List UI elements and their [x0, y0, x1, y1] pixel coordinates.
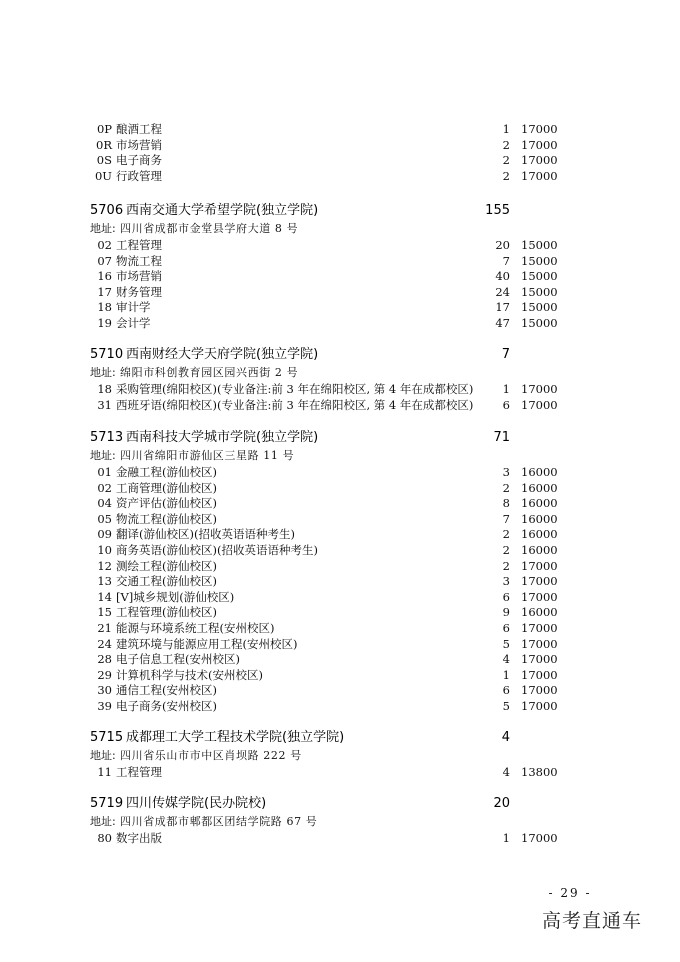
address-text: 四川省成都市郫都区团结学院路 67 号 — [120, 815, 318, 828]
school-total: 71 — [493, 430, 510, 445]
enroll-count: 2 — [502, 481, 510, 495]
major-name: 财务管理 — [116, 285, 162, 299]
major-row — [0, 480, 680, 496]
major-code: 14 — [97, 590, 112, 604]
tuition-fee: 16000 — [521, 527, 558, 541]
major-row — [0, 268, 680, 284]
major-code: 01 — [97, 465, 112, 479]
tuition-fee: 17000 — [521, 574, 558, 588]
major-code: 39 — [97, 699, 112, 713]
tuition-fee: 17000 — [521, 138, 558, 152]
tuition-fee: 17000 — [521, 668, 558, 682]
major-row — [0, 573, 680, 589]
major-code: 10 — [97, 543, 112, 557]
school-address — [0, 748, 680, 764]
major-name: 交通工程(游仙校区) — [116, 574, 217, 588]
major-code: 04 — [97, 496, 112, 510]
enroll-count: 20 — [495, 238, 510, 252]
major-name: 测绘工程(游仙校区) — [116, 559, 217, 573]
major-code: 31 — [97, 398, 112, 412]
major-row — [0, 620, 680, 636]
address-text: 四川省成都市金堂县学府大道 8 号 — [120, 222, 299, 235]
major-code: 02 — [97, 238, 112, 252]
enroll-count: 2 — [502, 169, 510, 183]
major-name: 采购管理(绵阳校区)(专业备注:前 3 年在绵阳校区, 第 4 年在成都校区) — [116, 382, 474, 396]
tuition-fee: 15000 — [521, 269, 558, 283]
tuition-fee: 16000 — [521, 543, 558, 557]
address-label: 地址: — [90, 815, 116, 828]
major-code: 13 — [97, 574, 112, 588]
major-row — [0, 682, 680, 698]
enroll-count: 4 — [502, 765, 510, 779]
school-name: 四川传媒学院(民办院校) — [126, 796, 267, 811]
enroll-count: 5 — [502, 637, 510, 651]
enroll-count: 2 — [502, 543, 510, 557]
enroll-count: 1 — [502, 122, 510, 136]
major-code: 21 — [97, 621, 112, 635]
major-row — [0, 589, 680, 605]
school-code: 5719 — [90, 796, 124, 811]
major-code: 11 — [97, 765, 112, 779]
major-row — [0, 121, 680, 137]
major-name: 工程管理 — [116, 765, 162, 779]
major-name: 能源与环境系统工程(安州校区) — [116, 621, 275, 635]
tuition-fee: 17000 — [521, 122, 558, 136]
major-row — [0, 137, 680, 153]
tuition-fee: 17000 — [521, 652, 558, 666]
address-text: 四川省乐山市市中区肖坝路 222 号 — [120, 749, 302, 762]
major-name: 物流工程(游仙校区) — [116, 512, 217, 526]
major-name: 西班牙语(绵阳校区)(专业备注:前 3 年在绵阳校区, 第 4 年在成都校区) — [116, 398, 474, 412]
major-name: 电子信息工程(安州校区) — [116, 652, 240, 666]
tuition-fee: 16000 — [521, 512, 558, 526]
school-total: 7 — [501, 347, 510, 362]
major-name: 电子商务 — [116, 153, 162, 167]
enroll-count: 6 — [502, 621, 510, 635]
major-row — [0, 397, 680, 413]
tuition-fee: 15000 — [521, 254, 558, 268]
tuition-fee: 17000 — [521, 590, 558, 604]
enroll-count: 1 — [502, 382, 510, 396]
major-row — [0, 284, 680, 300]
tuition-fee: 16000 — [521, 465, 558, 479]
school-total: 20 — [493, 796, 510, 811]
major-name: 数字出版 — [116, 831, 162, 845]
enroll-count: 2 — [502, 138, 510, 152]
major-row — [0, 299, 680, 315]
major-code: 17 — [97, 285, 112, 299]
major-name: 工商管理(游仙校区) — [116, 481, 217, 495]
major-name: 市场营销 — [116, 138, 162, 152]
tuition-fee: 15000 — [521, 316, 558, 330]
major-name: 市场营销 — [116, 269, 162, 283]
major-code: 09 — [97, 527, 112, 541]
major-row — [0, 698, 680, 714]
major-row — [0, 237, 680, 253]
major-row — [0, 764, 680, 780]
school-code: 5713 — [90, 430, 124, 445]
major-code: 19 — [97, 316, 112, 330]
school-address — [0, 221, 680, 237]
enroll-count: 6 — [502, 590, 510, 604]
tuition-fee: 17000 — [521, 153, 558, 167]
address-label: 地址: — [90, 449, 116, 462]
major-name: 工程管理(游仙校区) — [116, 605, 217, 619]
school-address — [0, 365, 680, 381]
school-code: 5715 — [90, 730, 124, 745]
tuition-fee: 17000 — [521, 398, 558, 412]
major-row — [0, 558, 680, 574]
enroll-count: 8 — [502, 496, 510, 510]
enroll-count: 6 — [502, 398, 510, 412]
major-row — [0, 152, 680, 168]
major-row — [0, 511, 680, 527]
major-code: 0S — [96, 153, 112, 167]
major-row — [0, 315, 680, 331]
tuition-fee: 17000 — [521, 683, 558, 697]
major-name: 会计学 — [116, 316, 151, 330]
tuition-fee: 13800 — [521, 765, 558, 779]
major-code: 02 — [97, 481, 112, 495]
school-total: 4 — [501, 730, 510, 745]
major-code: 18 — [97, 382, 112, 396]
school-code: 5710 — [90, 347, 124, 362]
major-code: 24 — [97, 637, 112, 651]
address-label: 地址: — [90, 366, 116, 379]
school-header — [0, 428, 680, 448]
major-row — [0, 381, 680, 397]
enroll-count: 6 — [502, 683, 510, 697]
major-name: 建筑环境与能源应用工程(安州校区) — [116, 637, 298, 651]
enroll-count: 3 — [502, 574, 510, 588]
school-header — [0, 728, 680, 748]
major-code: 0R — [96, 138, 112, 152]
major-row — [0, 495, 680, 511]
major-name: 翻译(游仙校区)(招收英语语种考生) — [116, 527, 295, 541]
enroll-count: 2 — [502, 559, 510, 573]
major-row — [0, 636, 680, 652]
enroll-count: 4 — [502, 652, 510, 666]
enroll-count: 5 — [502, 699, 510, 713]
address-text: 四川省绵阳市游仙区三星路 11 号 — [120, 449, 295, 462]
tuition-fee: 15000 — [521, 300, 558, 314]
tuition-fee: 17000 — [521, 831, 558, 845]
major-name: [V]城乡规划(游仙校区) — [116, 590, 235, 604]
tuition-fee: 17000 — [521, 621, 558, 635]
enroll-count: 7 — [502, 512, 510, 526]
major-name: 金融工程(游仙校区) — [116, 465, 217, 479]
school-header — [0, 794, 680, 814]
address-text: 绵阳市科创教育园区园兴西街 2 号 — [120, 366, 299, 379]
enroll-count: 1 — [502, 831, 510, 845]
tuition-fee: 17000 — [521, 637, 558, 651]
major-row — [0, 542, 680, 558]
enroll-count: 40 — [495, 269, 510, 283]
major-code: 0U — [94, 169, 112, 183]
tuition-fee: 17000 — [521, 559, 558, 573]
tuition-fee: 17000 — [521, 169, 558, 183]
enroll-count: 17 — [495, 300, 510, 314]
school-header — [0, 345, 680, 365]
enroll-count: 2 — [502, 527, 510, 541]
major-name: 酿酒工程 — [116, 122, 162, 136]
tuition-fee: 16000 — [521, 481, 558, 495]
major-code: 12 — [97, 559, 112, 573]
page-number: - 29 - — [548, 886, 592, 900]
major-code: 80 — [97, 831, 112, 845]
major-name: 工程管理 — [116, 238, 162, 252]
enroll-count: 1 — [502, 668, 510, 682]
enroll-count: 47 — [495, 316, 510, 330]
watermark-text: 高考直通车 — [542, 910, 643, 932]
address-label: 地址: — [90, 749, 116, 762]
major-name: 通信工程(安州校区) — [116, 683, 217, 697]
major-name: 行政管理 — [116, 169, 162, 183]
tuition-fee: 15000 — [521, 238, 558, 252]
tuition-fee: 16000 — [521, 496, 558, 510]
school-name: 成都理工大学工程技术学院(独立学院) — [126, 730, 345, 745]
major-row — [0, 667, 680, 683]
major-name: 资产评估(游仙校区) — [116, 496, 217, 510]
school-total: 155 — [485, 203, 510, 218]
tuition-fee: 16000 — [521, 605, 558, 619]
major-row — [0, 253, 680, 269]
school-address — [0, 448, 680, 464]
tuition-fee: 15000 — [521, 285, 558, 299]
enroll-count: 24 — [495, 285, 510, 299]
major-row — [0, 526, 680, 542]
major-name: 电子商务(安州校区) — [116, 699, 217, 713]
enroll-count: 7 — [502, 254, 510, 268]
major-row — [0, 464, 680, 480]
major-name: 商务英语(游仙校区)(招收英语语种考生) — [116, 543, 318, 557]
major-code: 28 — [97, 652, 112, 666]
major-code: 07 — [97, 254, 112, 268]
major-row — [0, 604, 680, 620]
major-code: 18 — [97, 300, 112, 314]
major-name: 审计学 — [116, 300, 151, 314]
major-code: 30 — [97, 683, 112, 697]
major-code: 16 — [97, 269, 112, 283]
enroll-count: 9 — [502, 605, 510, 619]
major-code: 0P — [96, 122, 112, 136]
enroll-count: 2 — [502, 153, 510, 167]
tuition-fee: 17000 — [521, 382, 558, 396]
major-code: 05 — [97, 512, 112, 526]
address-label: 地址: — [90, 222, 116, 235]
major-code: 15 — [97, 605, 112, 619]
major-row — [0, 651, 680, 667]
school-header — [0, 201, 680, 221]
tuition-fee: 17000 — [521, 699, 558, 713]
school-name: 西南财经大学天府学院(独立学院) — [126, 347, 319, 362]
major-name: 计算机科学与技术(安州校区) — [116, 668, 263, 682]
major-code: 29 — [97, 668, 112, 682]
major-row — [0, 830, 680, 846]
school-address — [0, 814, 680, 830]
major-name: 物流工程 — [116, 254, 162, 268]
school-name: 西南交通大学希望学院(独立学院) — [126, 203, 319, 218]
major-row — [0, 168, 680, 184]
school-name: 西南科技大学城市学院(独立学院) — [126, 430, 319, 445]
school-code: 5706 — [90, 203, 124, 218]
enroll-count: 3 — [502, 465, 510, 479]
